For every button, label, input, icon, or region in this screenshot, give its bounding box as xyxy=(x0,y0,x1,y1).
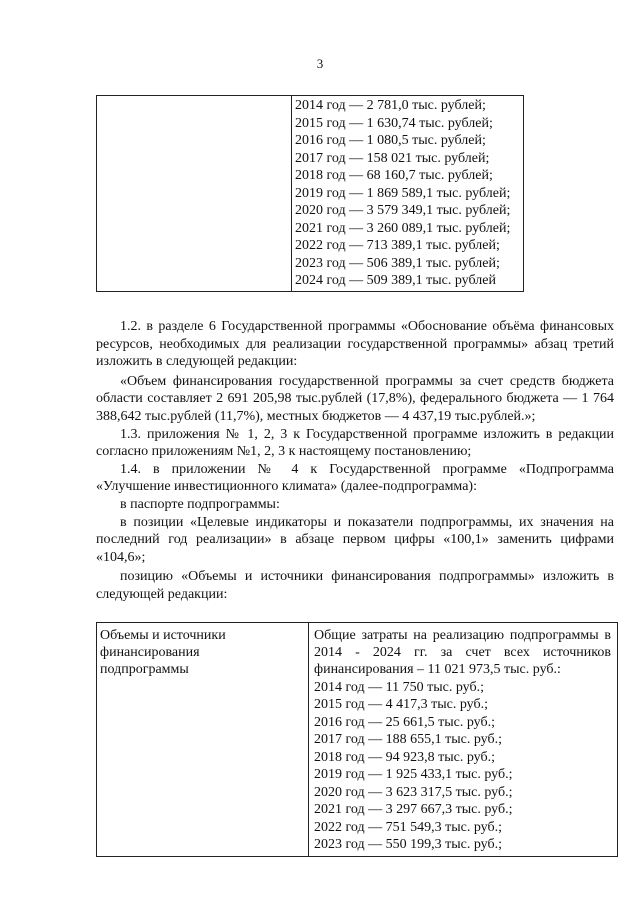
paragraph-indicators: в позиции «Целевые индикаторы и показатели подпрограммы, их значения на последний год реализации» в абзаце первом цифры «100,1» заменить цифрами «104,6»; xyxy=(96,514,614,565)
document-body xyxy=(96,318,614,604)
year-amount-line: 2023 год — 550 199,3 тыс. руб.; xyxy=(314,837,502,853)
paragraph-1-4: 1.4. в приложении № 4 к Государственной программе «Подпрограмма «Улучшение инвестиционного климата» (далее-подпрограмма): xyxy=(96,461,614,495)
year-amount-line: 2020 год — 3 623 317,5 тыс. руб.; xyxy=(314,784,513,800)
paragraph-1-2: 1.2. в разделе 6 Государственной программы «Обоснование объёма финансовых ресурсов, необходимых для реализации государственной программы» абзац третий изложить в следующей редакции: xyxy=(96,319,614,370)
year-amount-line: 2014 год — 2 781,0 тыс. рублей; xyxy=(295,98,486,113)
paragraph-position: позицию «Объемы и источники финансирования подпрограммы» изложить в следующей редакции: xyxy=(96,569,614,602)
year-amount-line: 2022 год — 751 549,3 тыс. руб.; xyxy=(314,819,502,835)
year-amount-line: 2021 год — 3 297 667,3 тыс. руб.; xyxy=(314,802,513,818)
paragraph-passport: в паспорте подпрограммы: xyxy=(120,496,280,512)
label-line: подпрограммы xyxy=(100,662,189,677)
empty-label-cell xyxy=(97,96,292,292)
funding-by-year-table xyxy=(96,95,524,292)
year-amount-line: 2016 год — 1 080,5 тыс. рублей; xyxy=(295,133,486,148)
paragraph-funding-quote: «Объем финансирования государственной программы за счет средств бюджета области составляет 2 691 205,98 тыс.рублей (17,8%), федерального бюджета — 1 764 388,642 тыс.рублей (11,7%), местных бюджетов — 4 437,19 тыс.рублей.»; xyxy=(96,373,614,424)
year-amount-line: 2019 год — 1 869 589,1 тыс. рублей; xyxy=(295,185,511,201)
year-amount-line: 2016 год — 25 661,5 тыс. руб.; xyxy=(314,714,495,730)
subprogram-funding-table xyxy=(96,622,618,857)
table-row xyxy=(97,96,524,292)
year-amount-line: 2018 год — 94 923,8 тыс. руб.; xyxy=(314,749,495,765)
year-amount-line: 2024 год — 509 389,1 тыс. рублей xyxy=(295,273,496,288)
table-row xyxy=(97,623,618,857)
year-amount-line: 2015 год — 1 630,74 тыс. рублей; xyxy=(295,115,493,131)
total-funding-summary: Общие затраты на реализацию подпрограммы в 2014 - 2024 гг. за счет всех источников финансирования – 11 021 973,5 тыс. руб.: xyxy=(314,628,611,678)
year-amount-line: 2021 год — 3 260 089,1 тыс. рублей; xyxy=(295,220,511,236)
year-amount-line: 2017 год — 158 021 тыс. рублей; xyxy=(295,150,490,166)
year-amount-line: 2019 год — 1 925 433,1 тыс. руб.; xyxy=(314,767,513,783)
year-amount-line: 2023 год — 506 389,1 тыс. рублей; xyxy=(295,255,500,271)
year-amount-line: 2020 год — 3 579 349,1 тыс. рублей; xyxy=(295,203,511,218)
label-line: финансирования xyxy=(100,645,200,660)
year-amount-line: 2015 год — 4 417,3 тыс. руб.; xyxy=(314,697,488,713)
label-cell xyxy=(97,623,309,857)
funding-details-cell xyxy=(309,623,618,857)
year-amount-line: 2017 год — 188 655,1 тыс. руб.; xyxy=(314,732,502,748)
yearly-amounts-cell xyxy=(292,96,524,292)
year-amount-line: 2018 год — 68 160,7 тыс. рублей; xyxy=(295,168,493,183)
year-amount-line: 2014 год — 11 750 тыс. руб.; xyxy=(314,679,484,695)
page-number: 3 xyxy=(316,56,324,71)
year-amount-line: 2022 год — 713 389,1 тыс. рублей; xyxy=(295,238,500,253)
label-line: Объемы и источники xyxy=(100,628,226,643)
paragraph-1-3: 1.3. приложения № 1, 2, 3 к Государственной программе изложить в редакции согласно приложениям №1, 2, 3 к настоящему постановлению; xyxy=(96,426,614,460)
